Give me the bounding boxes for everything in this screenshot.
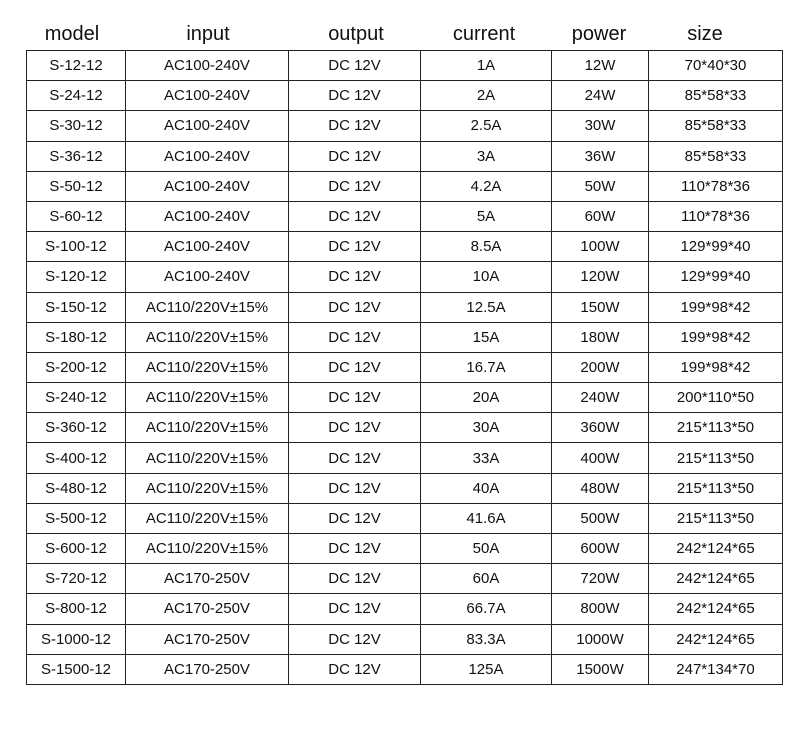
cell-input: AC100-240V [126,262,289,292]
table-row [27,564,783,594]
header-model: model [44,23,100,45]
cell-output: DC 12V [289,141,421,171]
table-row [27,624,783,654]
cell-size: 242*124*65 [649,624,783,654]
table-row [27,443,783,473]
cell-size: 110*78*36 [649,171,783,201]
cell-output: DC 12V [289,171,421,201]
cell-output: DC 12V [289,473,421,503]
cell-input: AC100-240V [126,171,289,201]
cell-model: S-100-12 [27,232,126,262]
cell-current: 60A [421,564,552,594]
cell-current: 125A [421,654,552,684]
table-row [27,232,783,262]
cell-power: 240W [552,383,649,413]
cell-size: 129*99*40 [649,262,783,292]
cell-size: 215*113*50 [649,473,783,503]
cell-size: 215*113*50 [649,503,783,533]
cell-input: AC100-240V [126,232,289,262]
cell-model: S-500-12 [27,503,126,533]
header-size: size [687,23,723,45]
cell-power: 800W [552,594,649,624]
cell-size: 215*113*50 [649,413,783,443]
cell-model: S-360-12 [27,413,126,443]
cell-output: DC 12V [289,322,421,352]
cell-power: 400W [552,443,649,473]
table-row [27,51,783,81]
cell-model: S-60-12 [27,201,126,231]
cell-input: AC100-240V [126,51,289,81]
cell-input: AC110/220V±15% [126,413,289,443]
cell-current: 66.7A [421,594,552,624]
cell-power: 480W [552,473,649,503]
cell-output: DC 12V [289,201,421,231]
table-row [27,141,783,171]
table-row [27,171,783,201]
cell-power: 600W [552,534,649,564]
cell-input: AC110/220V±15% [126,383,289,413]
cell-power: 12W [552,51,649,81]
table-row [27,383,783,413]
cell-power: 200W [552,352,649,382]
cell-model: S-720-12 [27,564,126,594]
table-row [27,201,783,231]
spec-table-body [27,51,783,685]
cell-output: DC 12V [289,534,421,564]
cell-input: AC100-240V [126,141,289,171]
cell-current: 16.7A [421,352,552,382]
cell-input: AC110/220V±15% [126,473,289,503]
table-header [26,18,782,50]
cell-power: 180W [552,322,649,352]
cell-size: 110*78*36 [649,201,783,231]
header-power: power [571,23,627,45]
cell-current: 12.5A [421,292,552,322]
cell-current: 41.6A [421,503,552,533]
cell-model: S-50-12 [27,171,126,201]
cell-size: 200*110*50 [649,383,783,413]
cell-output: DC 12V [289,81,421,111]
cell-model: S-1500-12 [27,654,126,684]
cell-input: AC100-240V [126,111,289,141]
cell-model: S-240-12 [27,383,126,413]
cell-current: 50A [421,534,552,564]
cell-model: S-120-12 [27,262,126,292]
cell-size: 242*124*65 [649,594,783,624]
cell-input: AC110/220V±15% [126,443,289,473]
table-row [27,81,783,111]
cell-input: AC110/220V±15% [126,322,289,352]
cell-output: DC 12V [289,564,421,594]
cell-input: AC170-250V [126,564,289,594]
cell-current: 4.2A [421,171,552,201]
cell-size: 85*58*33 [649,141,783,171]
cell-model: S-1000-12 [27,624,126,654]
cell-input: AC110/220V±15% [126,292,289,322]
cell-output: DC 12V [289,594,421,624]
cell-input: AC100-240V [126,201,289,231]
cell-model: S-400-12 [27,443,126,473]
cell-output: DC 12V [289,654,421,684]
cell-power: 720W [552,564,649,594]
cell-current: 40A [421,473,552,503]
cell-model: S-200-12 [27,352,126,382]
cell-power: 120W [552,262,649,292]
cell-size: 85*58*33 [649,81,783,111]
cell-input: AC100-240V [126,81,289,111]
cell-current: 10A [421,262,552,292]
table-row [27,292,783,322]
cell-size: 85*58*33 [649,111,783,141]
table-row [27,352,783,382]
cell-current: 2.5A [421,111,552,141]
cell-current: 1A [421,51,552,81]
cell-model: S-36-12 [27,141,126,171]
cell-size: 199*98*42 [649,292,783,322]
cell-power: 500W [552,503,649,533]
cell-size: 129*99*40 [649,232,783,262]
cell-model: S-12-12 [27,51,126,81]
cell-power: 150W [552,292,649,322]
cell-size: 242*124*65 [649,534,783,564]
cell-output: DC 12V [289,232,421,262]
cell-output: DC 12V [289,352,421,382]
cell-size: 199*98*42 [649,352,783,382]
cell-model: S-24-12 [27,81,126,111]
cell-output: DC 12V [289,383,421,413]
cell-current: 15A [421,322,552,352]
table-row [27,654,783,684]
cell-output: DC 12V [289,51,421,81]
cell-size: 215*113*50 [649,443,783,473]
cell-input: AC110/220V±15% [126,503,289,533]
cell-current: 2A [421,81,552,111]
cell-input: AC170-250V [126,654,289,684]
cell-output: DC 12V [289,413,421,443]
cell-output: DC 12V [289,262,421,292]
cell-power: 360W [552,413,649,443]
spec-table [26,50,783,685]
cell-current: 30A [421,413,552,443]
cell-input: AC110/220V±15% [126,534,289,564]
cell-output: DC 12V [289,292,421,322]
cell-size: 199*98*42 [649,322,783,352]
cell-input: AC170-250V [126,624,289,654]
cell-input: AC110/220V±15% [126,352,289,382]
cell-model: S-180-12 [27,322,126,352]
table-row [27,534,783,564]
cell-current: 33A [421,443,552,473]
cell-input: AC170-250V [126,594,289,624]
cell-power: 24W [552,81,649,111]
cell-current: 8.5A [421,232,552,262]
table-row [27,111,783,141]
cell-model: S-480-12 [27,473,126,503]
cell-power: 30W [552,111,649,141]
cell-size: 247*134*70 [649,654,783,684]
cell-size: 242*124*65 [649,564,783,594]
cell-model: S-30-12 [27,111,126,141]
table-row [27,322,783,352]
cell-output: DC 12V [289,111,421,141]
cell-current: 3A [421,141,552,171]
table-row [27,473,783,503]
cell-output: DC 12V [289,443,421,473]
cell-size: 70*40*30 [649,51,783,81]
table-row [27,503,783,533]
cell-power: 50W [552,171,649,201]
cell-model: S-800-12 [27,594,126,624]
cell-power: 36W [552,141,649,171]
cell-output: DC 12V [289,624,421,654]
cell-power: 1000W [552,624,649,654]
header-current: current [452,23,516,45]
cell-current: 20A [421,383,552,413]
cell-output: DC 12V [289,503,421,533]
table-row [27,262,783,292]
table-row [27,594,783,624]
cell-power: 100W [552,232,649,262]
cell-current: 83.3A [421,624,552,654]
cell-current: 5A [421,201,552,231]
header-output: output [328,23,384,45]
cell-model: S-150-12 [27,292,126,322]
header-input: input [186,23,230,45]
cell-power: 1500W [552,654,649,684]
table-row [27,413,783,443]
cell-model: S-600-12 [27,534,126,564]
cell-power: 60W [552,201,649,231]
